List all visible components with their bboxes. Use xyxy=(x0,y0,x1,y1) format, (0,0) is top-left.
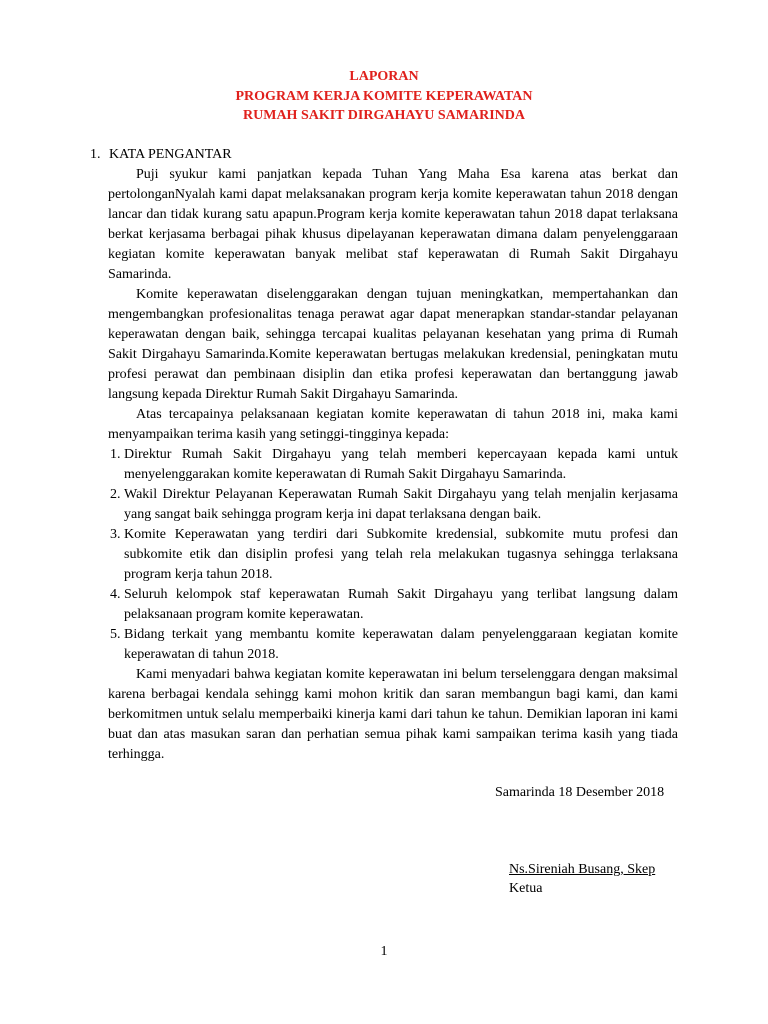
thanks-list xyxy=(90,445,678,665)
document-body xyxy=(90,145,678,765)
title-line-1: LAPORAN xyxy=(349,69,419,84)
document-title xyxy=(0,67,768,126)
list-item: 4. Seluruh kelompok staf keperawatan Rumah Sakit Dirgahayu yang terlibat langsung dalam pelaksanaan program komite keperawatan. xyxy=(124,585,678,625)
signer-name: Ns.Sireniah Busang, Skep xyxy=(509,862,656,877)
title-line-3: RUMAH SAKIT DIRGAHAYU SAMARINDA xyxy=(243,108,525,123)
signature-block xyxy=(509,860,655,898)
section-heading xyxy=(90,145,678,165)
paragraph-purpose: Komite keperawatan diselenggarakan dengan tujuan meningkatkan, mempertahankan dan mengembangkan profesionalitas tenaga perawat agar dapat menerapkan standar-standar pelayanan keperawatan dengan baik, sehingga tercapai kualitas pelayanan kesehatan yang prima di Rumah Sakit Dirgahayu Samarinda.Komite keperawatan bertugas melakukan kredensial, peningkatan mutu profesi perawat dan pembinaan disiplin dan etika profesi keperawatan dan bertanggung jawab langsung kepada Direktur Rumah Sakit Dirgahayu Samarinda. xyxy=(108,287,678,402)
paragraph-intro: Puji syukur kami panjatkan kepada Tuhan Yang Maha Esa karena atas berkat dan pertolonganNyalah kami dapat melaksanakan program kerja komite keperawatan tahun 2018 dengan lancar dan tidak kurang satu apapun.Program kerja komite keperawatan tahun 2018 dapat terlaksana berkat kerjasama berbagai pihak khusus dipelayanan keperawatan dimana dalam penyelenggaraan kegiatan komite keperawatan banyak melibat staf keperawatan di Rumah Sakit Dirgahayu Samarinda. xyxy=(108,167,678,282)
list-item: 5. Bidang terkait yang membantu komite keperawatan dalam penyelenggaraan kegiatan komite keperawatan di tahun 2018. xyxy=(124,625,678,665)
section-number: 1. xyxy=(90,147,101,162)
section-title: KATA PENGANTAR xyxy=(109,147,232,162)
signer-role: Ketua xyxy=(509,881,543,896)
list-item: 3. Komite Keperawatan yang terdiri dari Subkomite kredensial, subkomite mutu profesi dan subkomite etik dan disiplin profesi yang telah rela melakukan tugasnya sehingga terlaksana program kerja tahun 2018. xyxy=(124,525,678,585)
list-item: 1. Direktur Rumah Sakit Dirgahayu yang telah memberi kepercayaan kepada kami untuk menyelenggarakan komite keperawatan di Rumah Sakit Dirgahayu Samarinda. xyxy=(124,445,678,485)
page-number: 1 xyxy=(380,944,388,959)
list-item: 2. Wakil Direktur Pelayanan Keperawatan Rumah Sakit Dirgahayu yang telah menjalin kerjasama yang sangat baik sehingga program kerja ini dapat terlaksana dengan baik. xyxy=(124,485,678,525)
place-date: Samarinda 18 Desember 2018 xyxy=(495,785,665,800)
title-line-2: PROGRAM KERJA KOMITE KEPERAWATAN xyxy=(235,88,533,104)
paragraph-closing: Kami menyadari bahwa kegiatan komite keperawatan ini belum terselenggara dengan maksimal karena berbagai kendala sehingg kami mohon kritik dan saran membangun bagi kami, dan kami berkomitmen untuk selalu memperbaiki kinerja kami dari tahun ke tahun. Demikian laporan ini kami buat dan atas masukan saran dan perhatian semua pihak kami sampaikan terima kasih yang tiada terhingga. xyxy=(108,667,678,762)
paragraph-thanks-intro: Atas tercapainya pelaksanaan kegiatan komite keperawatan di tahun 2018 ini, maka kami menyampaikan terima kasih yang setinggi-tingginya kepada: xyxy=(108,407,678,442)
